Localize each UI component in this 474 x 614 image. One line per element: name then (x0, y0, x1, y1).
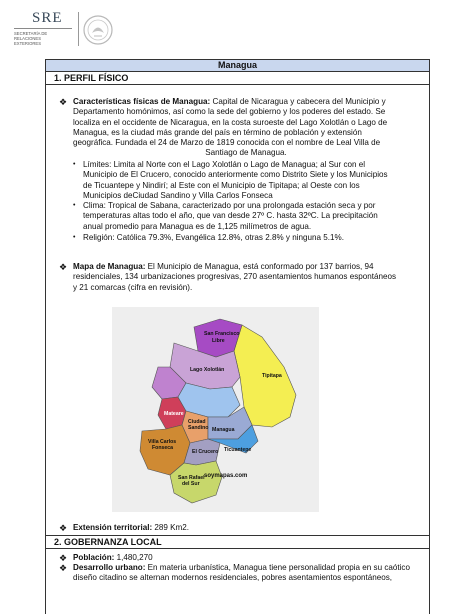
label-tipitapa: Tipitapa (262, 373, 282, 379)
urban-development-paragraph (73, 563, 419, 584)
section2-body (46, 549, 429, 609)
sre-logo-text: SRE (32, 10, 63, 26)
document-title: Managua (46, 60, 429, 72)
map-paragraph (73, 262, 419, 293)
limits-line-1: Municipio de El Crucero, conocido anteriormente como Distrito Siete y los Municipios (83, 170, 388, 180)
section1-body (46, 85, 429, 536)
logo-subtitle-1: SECRETARÍA DE RELACIONES (14, 31, 48, 41)
diamond-bullet-icon: ❖ (59, 262, 68, 272)
sre-logo (14, 10, 74, 46)
population-line (73, 553, 419, 563)
climate-bullet (83, 201, 419, 232)
label-lago: Lago Xolotlán (190, 367, 225, 373)
logo-subtitle-2: EXTERIORES (14, 41, 41, 46)
diamond-bullet-icon: ❖ (59, 97, 68, 107)
label-crucero: El Crucero (192, 449, 219, 455)
characteristics-label: Características físicas de Managua: (73, 97, 211, 106)
limits-line-0: Límites: Limita al Norte con el Lago Xolotlán o Lago de Managua; al Sur con el (83, 160, 366, 169)
extension-line (73, 523, 419, 533)
religion-line-0: Religión: Católica 79.3%, Evangélica 12.8%, otras 2.8% y ninguna 5.1%. (83, 233, 344, 242)
char-line-5: Santiago de Managua. (205, 148, 287, 158)
urban-line-0: En materia urbanística, Managua tiene personalidad propia en su caótico (145, 563, 410, 572)
limits-line-3: Municipios deCiudad Sandino y Villa Carlos Fonseca (83, 190, 273, 200)
characteristics-paragraph (73, 97, 419, 159)
extension-label: Extensión territorial: (73, 523, 153, 532)
label-managua: Managua (212, 427, 235, 433)
bullet-dot-icon: • (73, 202, 76, 209)
diamond-bullet-icon: ❖ (59, 523, 68, 533)
map-line-2: y 21 comarcas (cifra en revisión). (73, 282, 193, 292)
map-line-1: residenciales, 134 urbanizaciones progresivas, 270 asentamientos humanos espontáneos (73, 272, 397, 282)
label-mateare: Mateare (164, 411, 184, 417)
char-line-0: Capital de Nicaragua y cabecera del Municipio y (212, 97, 386, 106)
logo-divider (14, 28, 72, 29)
bullet-dot-icon: • (73, 161, 76, 168)
map-label: Mapa de Managua: (73, 262, 146, 271)
coat-of-arms-icon (82, 14, 114, 46)
urban-line-1: diseño citadino se alternan modernos residenciales, pobres asentamientos espontáneos, (73, 573, 393, 583)
page-header (0, 0, 474, 58)
section2-heading: 2. GOBERNANZA LOCAL (46, 536, 429, 549)
managua-map-svg (112, 307, 319, 512)
limits-bullet (83, 160, 419, 201)
climate-line-2: anual promedio para Managua es de 1,125 milímetros de agua. (83, 221, 312, 231)
label-ticuantepe: Ticuantepe (224, 447, 252, 453)
religion-bullet (83, 233, 419, 243)
label-fonseca: Fonseca (152, 445, 174, 451)
limits-line-2: de Ticuantepe y Nindirí; al Este con el Municipio de Tipitapa; al Oeste con los (83, 180, 360, 190)
label-del-sur: del Sur (182, 481, 200, 487)
climate-line-0: Clima: Tropical de Sabana, caracterizado por una prolongada estación seca y por (83, 201, 376, 210)
char-line-2: localiza en el occidente de Nicaragua, en la costa suroeste del Lago Xolotlán o Lago de (73, 117, 388, 127)
climate-line-1: temperaturas altas todo el año, que van desde 27º C. hasta 32ºC. La precipitación (83, 211, 378, 221)
section1-heading: 1. PERFIL FÍSICO (46, 72, 429, 85)
label-san-francisco: San Francisco (204, 331, 240, 337)
label-libre: Libre (212, 338, 225, 344)
population-value: 1,480,270 (114, 553, 153, 562)
char-line-3: Managua, es la ciudad más grande del país en término de población y extensión (73, 127, 362, 137)
map-line-0: El Municipio de Managua, está conformado por 137 barrios, 94 (147, 262, 374, 271)
extension-value: 289 Km2. (152, 523, 190, 532)
managua-map (112, 307, 319, 512)
diamond-bullet-icon: ❖ (59, 553, 68, 563)
urban-development-label: Desarrollo urbano: (73, 563, 146, 572)
diamond-bullet-icon: ❖ (59, 563, 68, 573)
label-san-rafael: San Rafael (178, 475, 205, 481)
label-ciudad: Ciudad (188, 419, 206, 425)
label-sandino: Sandino (188, 425, 209, 431)
header-divider (78, 12, 79, 46)
char-line-1: Departamento homónimos, así como la sede del gobierno y los poderes del estado. Se (73, 107, 386, 117)
population-label: Población: (73, 553, 115, 562)
bullet-dot-icon: • (73, 234, 76, 241)
char-line-4: geográfica. Fundada el 24 de Marzo de 1819 conocida con el nombre de Leal Villa de (73, 138, 381, 148)
document-table (45, 59, 430, 614)
label-villa: Villa Carlos (148, 439, 177, 445)
label-watermark: soymapas.com (204, 473, 248, 479)
